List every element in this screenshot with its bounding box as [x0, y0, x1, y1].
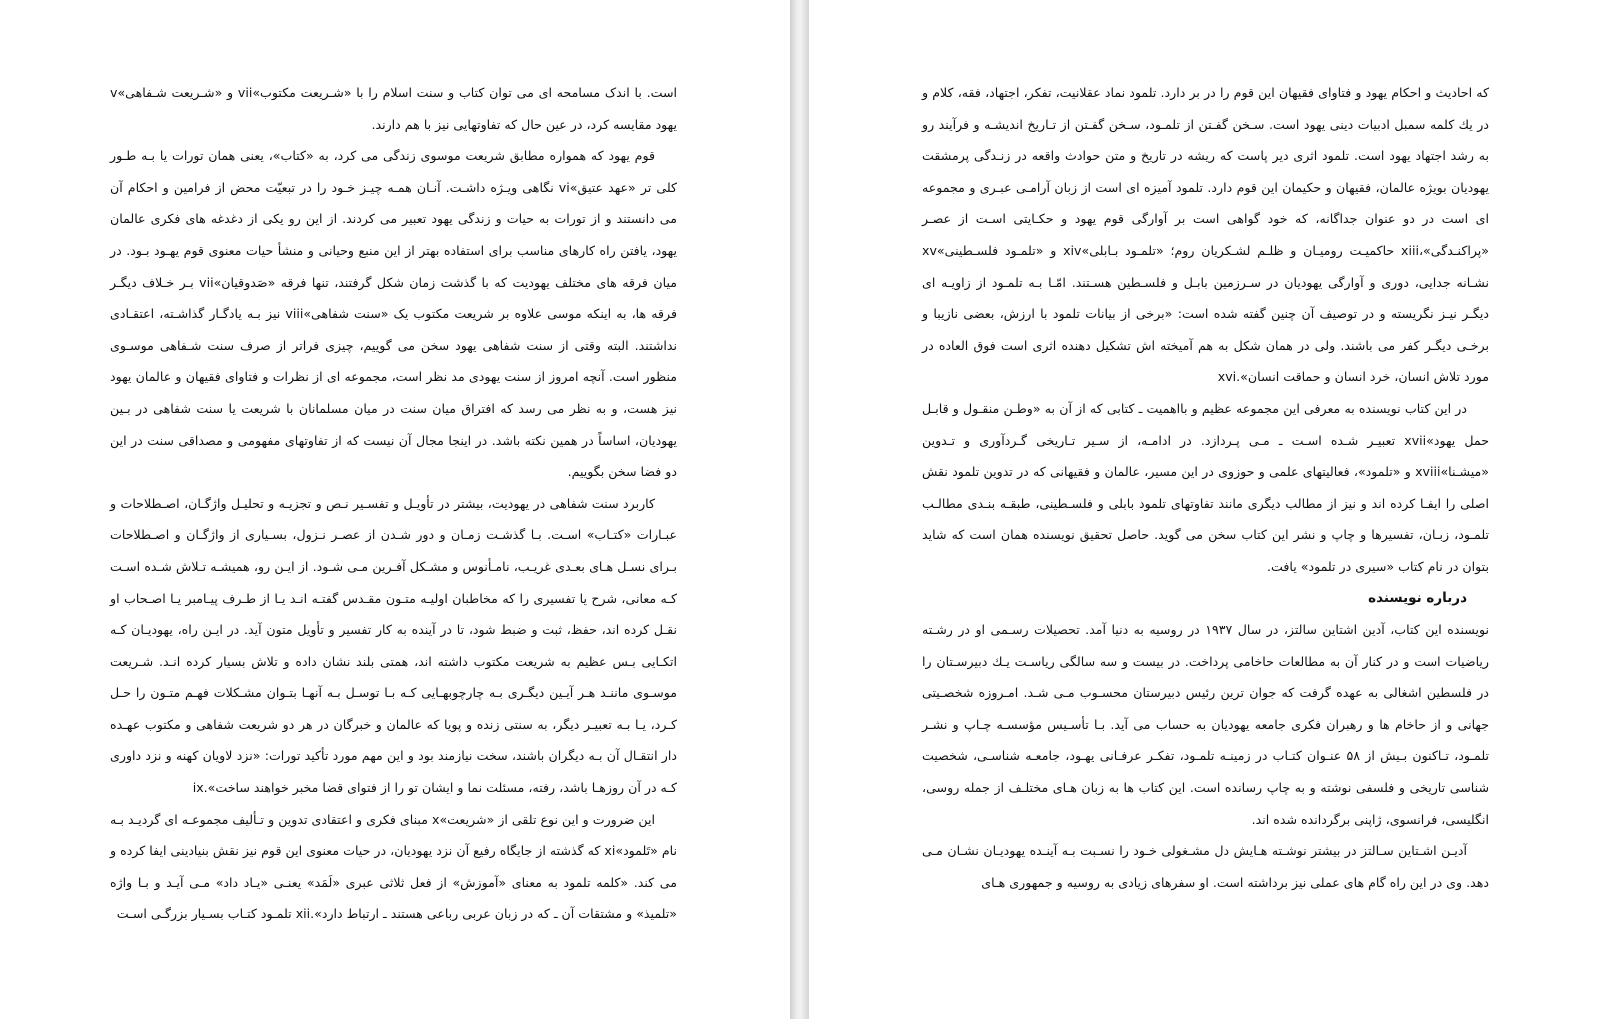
left-page: [0, 0, 790, 1019]
paragraph: کاربرد سنت شفاهی در یهودیت، بیشتر در تأویـل و تفسـیر نـص و تجزیـه و تحلیـل واژگـان، اصـطلاحات و عبـارات «کتـاب» اسـت. بـا گذشـت زمـان و دور شـدن از عصـر نـزول، بسـیاری از واژگـان و اصـطلاحات بـرای نسـل هـای بعـدی غریـب، نامـأنوس و مشـکل آفـرین مـی شـود. از ایـن رو، همیشـه تـلاش شـده اسـت کـه معانی، شرح یا تفسیری را که مخاطبان اولیـه متـون مقـدس گفتـه انـد یـا از طـرف پیـامبر یـا اصـحاب او نقـل کرده اند، حفظ، ثبت و ضبط شود، تا در آینده به کار تفسیر و تأویل متون آید. در ایـن راه، یهودیـان کـه اتکـایی بـس عظیم به شریعت مکتوب داشته اند، همتی بلند نشان داده و تلاش بسیار کرده انـد. شـریعت موسـوی ماننـد هـر آیـین دیگـری بـه چارچوبهـایی کـه بـا توسـل بـه آنهـا بتـوان مشـکلات فهـم متـون را حـل کـرد، یـا بـه تعبیـر دیگر، به سنتی زنده و پویا که عالمان و خبرگان در هر دو شریعت شفاهی و مکتوب عهـده دار انتقـال آن بـه دیگران باشند، سخت نیازمند بود و این مهم مورد تأکید تورات: «نزد لاویان کهنه و نزد داوری کـه در آن روزهـا باشد، رفته، مسئلت نما و ایشان تو را از فتوای قضا مخبر خواهند ساخت».ix: [110, 495, 677, 796]
paragraph: است. با اندک مسامحه ای می توان کتاب و سنت اسلام را با «شـریعت مکتوب»vii و «شـریعت شـفاهی»v یهود مقایسه کرد، در عین حال که تفاوتهایی نیز با هم دارند.: [110, 85, 677, 132]
paragraph: نويسنده اين كتاب، آدين اشتاين سالتز، در سال ۱۹۳۷ در روسيه به دنيا آمد. تحصيلات رسـمی او در رشـته رياضيات است و در كنار آن به مطالعات حاخامی پرداخت. در بيست و سه سالگی رياسـت يـك دبيرسـتان را در فلسطين اشغالی به عهده گرفت که جوان ترین رئيس دبيرستان محسـوب مـی شـد. امـروزه شخصـيتی جهانی و از حاخام ها و رهبران فكری جامعه یهودیان به حساب می آيد. بـا تأسـيس مؤسسـه چـاپ و نشـر تلمـود، تـاكنون بـيش از ۵۸ عنـوان كتـاب در زمينـه تلمـود، تفكـر عرفـانی يهـود، جامعـه شناسـی، شخصيت شناسی تاريخی و فلسفی نوشته و به چاپ رسانده است. اين كتاب ها به زبان هـای مختلـف از جمله روسی، انگليسی، فرانسوی، ژاپنی برگردانده شده اند.: [922, 622, 1489, 827]
right-page: [809, 0, 1600, 1019]
paragraph: قوم یهود که همواره مطابق شریعت موسوی زندگی می کرد، به «کتاب»، یعنی همان تورات یا بـه طـور کلی تر «عهد عتیق»vi نگاهی ویـژه داشـت. آنـان همـه چیـز خـود را در تبعیّت محض از فرامین و احکام آن می دانستند و از تورات به حیات و زندگی یهود تعبیر می کردند. از این رو یکی از دغدغه های فکری عالمان یهود، یافتن راه کارهای مناسب برای استفاده بهتر از این منبع وحیانی و منشأ حیات معنوی قوم یهـود بـود. در میان فرقه های مختلف یهودیت که با گذشت زمان شکل گرفتند، تنها فرقه «صَدوقیان»vii بـر خـلاف دیگـر فرقه ها، به اینکه موسی علاوه بر شریعت مکتوب یک «سنت شفاهی»viii نیز بـه یادگـار گذاشـته، اعتقـادی نداشتند. البته وقتی از سنت شفاهی یهود سخن می گوییم، چیزی فراتر از صرف سنت شـفاهی موسـوی منظور است. آنچه امروز از سنت یهودی مد نظر است، مجموعه ای از نظرات و فتاوای فقیهان و عالمان یهود نیز هست، و به نظر می رسد که افتراق میان سنت در میان مسلمانان با شریعت یا سنت شفاهی در بـین یهودیان، اساساً در همین نکته باشد. در اینجا مجال آن نیست که از تفاوتهای مفهومی و مصداقی سنت در این دو فضا سخن بگوییم.: [110, 148, 677, 480]
paragraph: آدیـن اشـتاين سـالتز در بيشتر نوشـته هـايش دل مشـغولی خـود را نسـبت بـه آينـده يهوديـان نشـان مـی دهد. وی در این راه گام های عملی نیز برداشته است. او سفرهای زيادی به روسيه و جمهوری هـای: [922, 843, 1489, 890]
left-text-column: [110, 77, 677, 930]
section-heading: درباره نويسنده: [1368, 589, 1467, 606]
page-gutter: [790, 0, 809, 1019]
paragraph: در این کتاب نویسنده به معرفی این مجموعه عظیم و بااهمیت ـ کتابی که از آن به «وطـن منقـول و قابـل حمل يهود»xvii تعبيـر شـده اسـت ـ مـی پـردازد. در ادامـه، از سـير تـاريخی گـردآوری و تـدوين «ميشـنا»xviii و «تلمود»، فعالیتهای علمی و حوزوی در این مسیر، عالمان و فقیهانی که در تدوین تلمود نقش اصلی را ايفـا کرده اند و نیز از مطالب دیگری مانند تفاوتهای تلمود بابلی و فلسـطینی، طبقـه بنـدی مطالـب تلمـود، زبـان، تفسيرها و چاپ و نشر این کتاب سخن می گوید. حاصل تحقیق نویسنده همان است که شاید بتوان در نام کتاب «سیری در تلمود» یافت.: [922, 400, 1489, 574]
paragraph: که احادیث و احکام یهود و فتاوای فقیهان این قوم را در بر دارد. تلمود نماد عقلانیت، تفکر، اجتهاد، فقه، کلام و در یك كلمه سمبل ادبیات دینی یهود است. سـخن گفـتن از تلمـود، سـخن گفـتن از تـاريخ انديشـه و فرآيند رو به رشد اجتهاد يهود است. تلمود اثری دیر پاست که ریشه در تاریخ و متن حوادث واقعه در زنـدگی پرمشقت يهوديان بويژه عالمان، فقيهان و حكيمان این قوم دارد. تلمود آميزه ای است از زبان آرامـی عبـری و مجموعه ای است در دو عنوان جداگانه، که خود گواهی است بر آوارگی قوم يهود و حكـايتی اسـت از عصـر «پراکنـدگی»،xiii حاکمیـت رومیـان و ظلـم لشـکریان روم؛ «تلمـود بـابلی»xiv و «تلمـود فلسـطینی»xv نشـانه جدايی، دوری و آوارگی يهوديان در سـرزمين بابـل و فلسـطين هسـتند. امّـا بـه تلمـود از زاويـه ای ديگـر نيـز نگريسته و در توصيف آن چنين گفته شده است: «برخی از بيانات تلمود با ارزش، بعضی نازيبا و برخـی ديگـر كفر می باشند. ولی در همان شکل به هم آمیخته اش تشکیل دهنده اثری است فوق العاده در مورد تلاش انسان، خرد انسان و حماقت انسان».xvi: [922, 85, 1489, 385]
paragraph: این ضرورت و این نوع تلقی از «شریعت»x مبنای فکری و اعتقادی تدوین و تـألیف مجموعـه ای گردیـد بـه نام «تَلمود»xi که گذشته از جایگاه رفیع آن نزد یهودیان، در حیات معنوی این قوم نیز نقش بنیادینی ایفا کرده و می کند. «کلمه تلمود به معنای «آموزش» از فعل ثلاثی عبری «لَمَد» یعنـی «یـاد داد» مـی آیـد و بـا واژه «تلمیذ» و مشتقات آن ـ که در زبان عربی رباعی هستند ـ ارتباط دارد».xii تلمـود کتـاب بسـیار بزرگـی اسـت: [110, 811, 678, 922]
right-text-column: [922, 77, 1489, 898]
